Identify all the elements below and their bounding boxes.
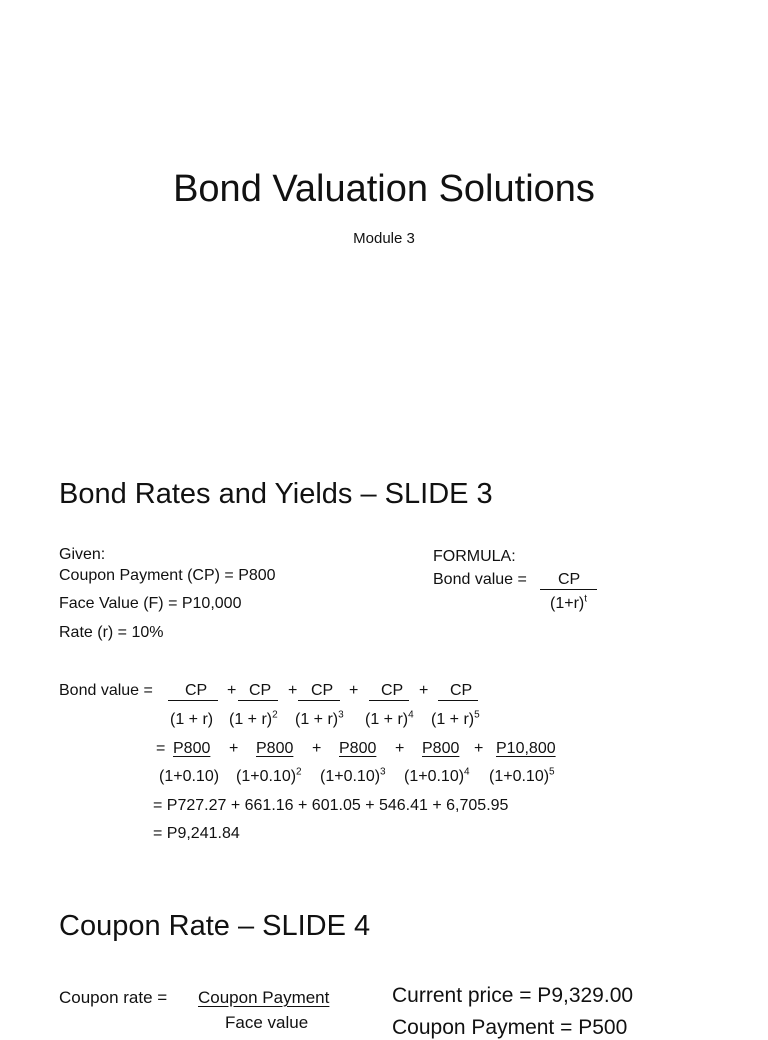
calc-fraction-bar [298, 700, 340, 701]
calc-numerator: CP [311, 682, 334, 699]
calc-plus: + [419, 682, 429, 699]
calc-fraction-bar [438, 700, 478, 701]
sub-denominator: $(1+0.10)^5$ [489, 766, 555, 785]
calc-fraction-bar [369, 700, 409, 701]
given-rate: Rate (r) = 10% [59, 624, 164, 641]
calc-denominator: $(1 + r)^2$ [229, 709, 278, 728]
calc-denominator: $(1 + r)^5$ [431, 709, 480, 728]
sub-numerator: P800 [422, 740, 460, 757]
coupon-rate-numerator: Coupon Payment [198, 988, 330, 1007]
calc-plus: + [288, 682, 298, 699]
current-price: Current price = P9,329.00 [392, 984, 634, 1007]
sum-line: = P727.27 + 661.16 + 601.05 + 546.41 + 6,705.95 [153, 797, 509, 814]
coupon-payment: Coupon Payment = P500 [392, 1016, 628, 1039]
calc-numerator: CP [450, 682, 473, 699]
page-subtitle: Module 3 [353, 230, 415, 247]
page-title: Bond Valuation Solutions [173, 168, 595, 210]
coupon-rate-lhs: Coupon rate = [59, 988, 168, 1007]
formula-label: FORMULA: [433, 548, 516, 565]
slide3-heading: Bond Rates and Yields – SLIDE 3 [59, 478, 493, 510]
result-line: = P9,241.84 [153, 825, 240, 842]
formula-lhs: Bond value = [433, 571, 527, 588]
sub-denominator: $(1+0.10)^3$ [320, 766, 386, 785]
calc-numerator: CP [185, 682, 208, 699]
slide4-heading: Coupon Rate – SLIDE 4 [59, 910, 371, 942]
calc-denominator: $(1 + r)^4$ [365, 709, 414, 728]
sub-numerator: P10,800 [496, 740, 556, 757]
calc-plus: + [349, 682, 359, 699]
sub-denominator: $(1+0.10)^4$ [404, 766, 470, 785]
sub-numerator: P800 [339, 740, 377, 757]
sub-plus: + [474, 740, 484, 757]
formula-numerator: CP [558, 571, 581, 588]
calc-fraction-bar [168, 700, 218, 701]
sub-denominator: (1+0.10) [159, 768, 220, 785]
sub-plus: + [395, 740, 405, 757]
calc-numerator: CP [249, 682, 272, 699]
calc-denominator: $(1 + r)^3$ [295, 709, 344, 728]
calc-plus: + [227, 682, 237, 699]
formula-denominator: $(1+r)^t$ [550, 593, 588, 612]
sub-denominator: $(1+0.10)^2$ [236, 766, 302, 785]
calc-numerator: CP [381, 682, 404, 699]
coupon-rate-denominator: Face value [225, 1013, 309, 1032]
given-label: Given: [59, 546, 106, 563]
sub-plus: + [312, 740, 322, 757]
calc-fraction-bar [238, 700, 278, 701]
calc-denominator: (1 + r) [170, 711, 214, 728]
sub-equals: = [156, 740, 166, 757]
sub-numerator: P800 [256, 740, 294, 757]
given-coupon: Coupon Payment (CP) = P800 [59, 567, 276, 584]
sub-plus: + [229, 740, 239, 757]
calc-lhs: Bond value = [59, 682, 153, 699]
sub-numerator: P800 [173, 740, 211, 757]
formula-fraction-bar [540, 589, 597, 590]
given-face-value: Face Value (F) = P10,000 [59, 595, 242, 612]
